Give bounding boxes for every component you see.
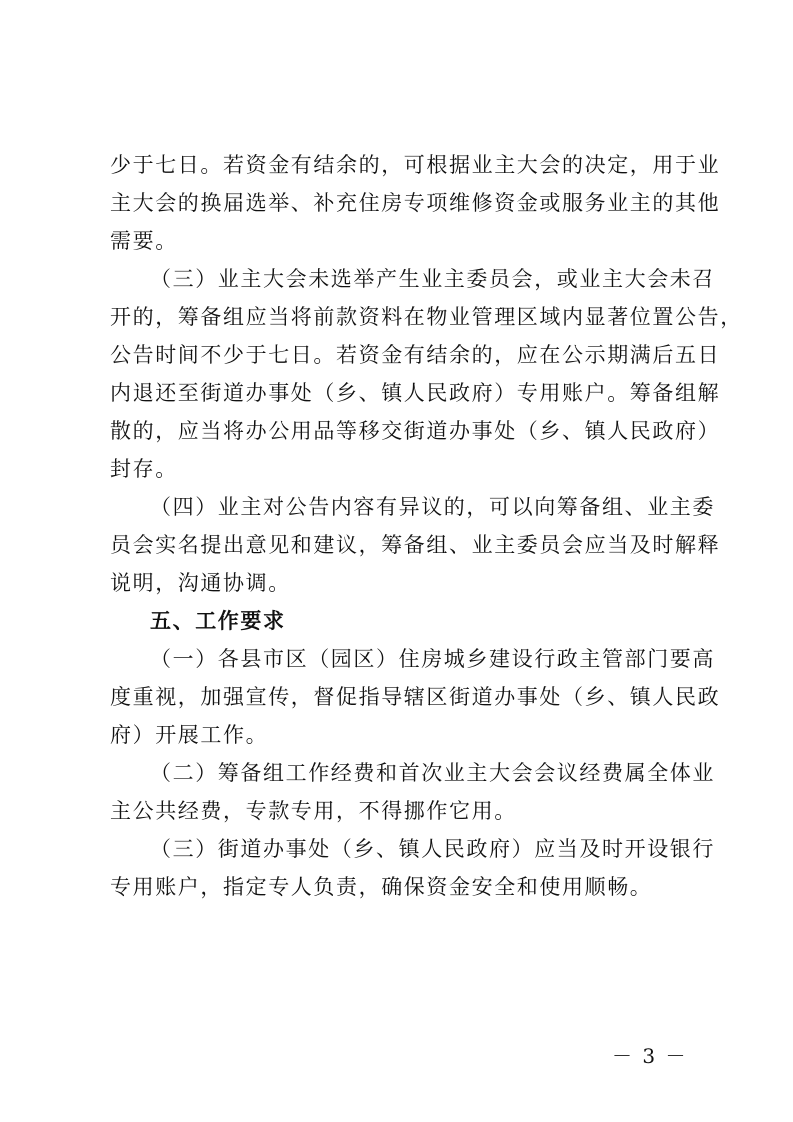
- paragraph-line: 府）开展工作。: [110, 723, 269, 747]
- paragraph-line: 主大会的换届选举、补充住房专项维修资金或服务业主的其他: [110, 191, 721, 215]
- paragraph-line: 散的，应当将办公用品等移交街道办事处（乡、镇人民政府）: [110, 419, 721, 443]
- paragraph-line: （三）业主大会未选举产生业主委员会，或业主大会未召: [150, 267, 715, 291]
- paragraph-line: 员会实名提出意见和建议，筹备组、业主委员会应当及时解释: [110, 533, 721, 557]
- paragraph-line: 需要。: [110, 229, 178, 253]
- page-number: － 3 －: [612, 1044, 688, 1068]
- paragraph-line: 内退还至街道办事处（乡、镇人民政府）专用账户。筹备组解: [110, 381, 721, 405]
- paragraph-line: 度重视，加强宣传，督促指导辖区街道办事处（乡、镇人民政: [110, 685, 721, 709]
- paragraph-line: 说明，沟通协调。: [110, 571, 291, 595]
- paragraph-line: （四）业主对公告内容有异议的，可以向筹备组、业主委: [150, 495, 715, 519]
- paragraph-line: 主公共经费，专款专用，不得挪作它用。: [110, 799, 517, 823]
- paragraph-line: 少于七日。若资金有结余的，可根据业主大会的决定，用于业: [110, 153, 721, 177]
- paragraph-line: 公告时间不少于七日。若资金有结余的，应在公示期满后五日: [110, 343, 721, 367]
- paragraph-line: （二）筹备组工作经费和首次业主大会会议经费属全体业: [150, 761, 715, 785]
- paragraph-line: （三）街道办事处（乡、镇人民政府）应当及时开设银行: [150, 837, 715, 861]
- document-body: [110, 146, 743, 906]
- paragraph-line: （一）各县市区（园区）住房城乡建设行政主管部门要高: [150, 647, 715, 671]
- paragraph-line: 开的，筹备组应当将前款资料在物业管理区域内显著位置公告，: [110, 305, 743, 329]
- paragraph-line: 封存。: [110, 457, 178, 481]
- paragraph-line: 专用账户，指定专人负责，确保资金安全和使用顺畅。: [110, 875, 653, 899]
- section-heading: 五、工作要求: [150, 609, 286, 633]
